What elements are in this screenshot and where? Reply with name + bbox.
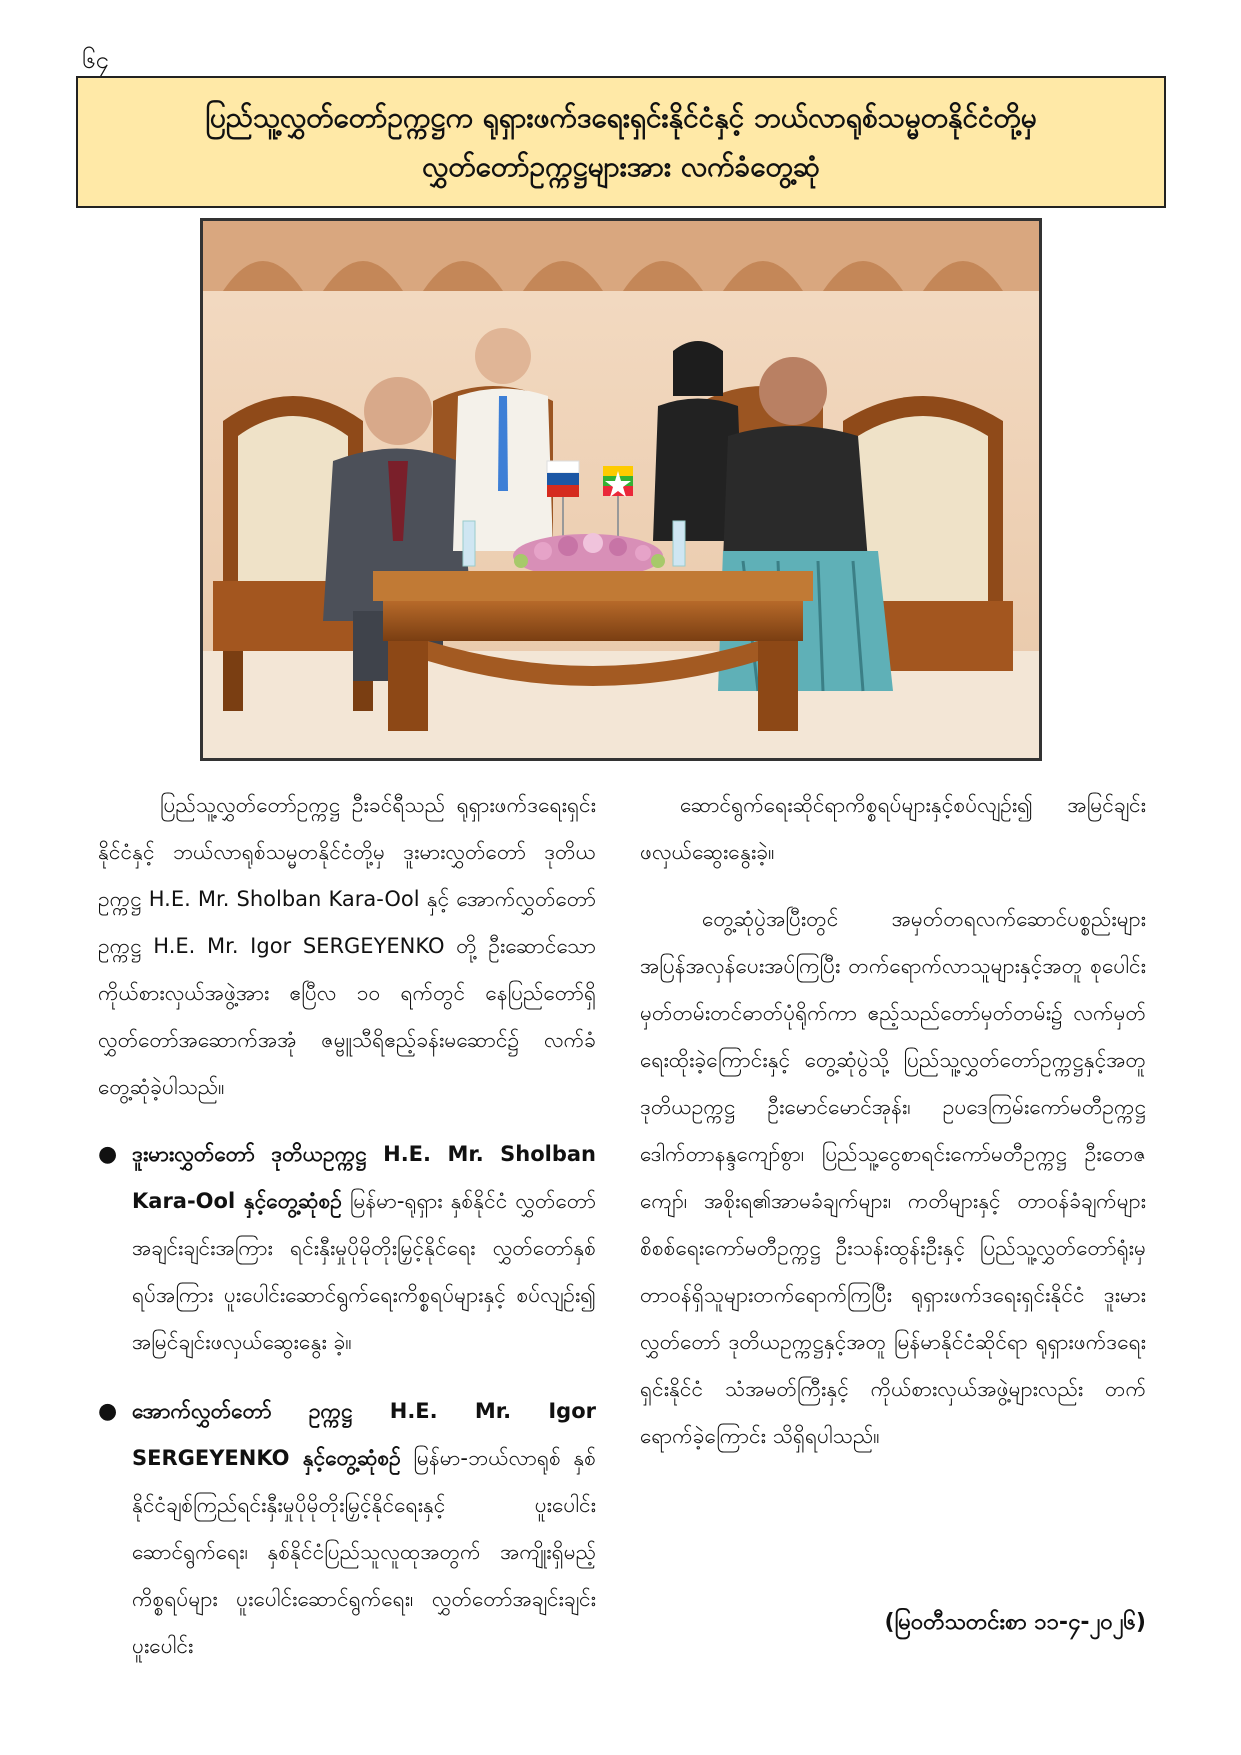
bullet-text: မြန်မာ-ဘယ်လာရုစ် နှစ်နိုင်ငံချစ်ကြည်ရင်းနှီးမှုပိုမိုတိုးမြှင့်နိုင်ရေးနှင့် ပူးပေါင်းဆောင်ရွက်ရေး၊ နှစ်နိုင်ငံပြည်သူလူထုအတွက် အကျိုးရှိမည့်ကိစ္စရပ်များ ပူးပေါင်းဆောင်ရွက်ရေး၊ လွှတ်တော်အချင်းချင်း ပူးပေါင်း (132, 1446, 596, 1658)
intro-paragraph: ပြည်သူ့လွှတ်တော်ဥက္ကဋ္ဌ ဦးခင်ရီသည် ရုရှားဖက်ဒရေးရှင်းနိုင်ငံနှင့် ဘယ်လာရုစ်သမ္မတနိုင်ငံတို့မှ ဒူးမားလွှတ်တော် ဒုတိယဥက္ကဋ္ဌ H.E. Mr. Sholban Kara-Ool နှင့် အောက်လွှတ်တော်ဥက္ကဋ္ဌ H.E. Mr. Igor SERGEYENKO တို့ ဦးဆောင်သောကိုယ်စားလှယ်အဖွဲ့အား ဧပြီလ ၁၀ ရက်တွင် နေပြည်တော်ရှိ လွှတ်တော်အဆောက်အအုံ ဇမ္ဗူသီရိဧည့်ခန်းမဆောင်၌ လက်ခံတွေ့ဆုံခဲ့ပါသည်။ (98, 793, 596, 1099)
bullet-item (98, 1388, 596, 1670)
bullet-icon: ● (98, 1142, 118, 1167)
continuation-text: ဆောင်ရွက်ရေးဆိုင်ရာကိစ္စရပ်များနှင့်စပ်လျဉ်း၍ အမြင်ချင်းဖလှယ်ဆွေးနွေးခဲ့။ (640, 793, 1146, 864)
bullet-heading: ဒူးမားလွှတ်တော် ဒုတိယဥက္ကဋ္ဌ H.E. Mr. Sholban Kara-Ool နှင့်တွေ့ဆုံစဉ် (132, 1142, 596, 1213)
right-column (640, 782, 1146, 1480)
left-column (98, 782, 596, 1692)
headline-box (76, 76, 1166, 208)
closing-paragraph: တွေ့ဆုံပွဲအပြီးတွင် အမှတ်တရလက်ဆောင်ပစ္စည်းများ အပြန်အလှန်ပေးအပ်ကြပြီး တက်ရောက်လာသူများနှင့်အတူ စုပေါင်းမှတ်တမ်းတင်ဓာတ်ပုံရိုက်ကာ ဧည့်သည်တော်မှတ်တမ်း၌ လက်မှတ်ရေးထိုးခဲ့ကြောင်းနှင့် တွေ့ဆုံပွဲသို့ ပြည်သူ့လွှတ်တော်ဥက္ကဋ္ဌနှင့်အတူ ဒုတိယဥက္ကဋ္ဌ ဦးမောင်မောင်အုန်း၊ ဥပဒေကြမ်းကော်မတီဥက္ကဋ္ဌ ဒေါက်တာနန္ဒကျော်စွာ၊ ပြည်သူ့ငွေစာရင်းကော်မတီဥက္ကဋ္ဌ ဦးတေဇကျော်၊ အစိုးရ၏အာမခံချက်များ၊ ကတိများနှင့် တာဝန်ခံချက်များ စိစစ်ရေးကော်မတီဥက္ကဋ္ဌ ဦးသန်းထွန်းဦးနှင့် ပြည်သူ့လွှတ်တော်ရုံးမှတာဝန်ရှိသူများတက်ရောက်ကြပြီး ရုရှားဖက်ဒရေးရှင်းနိုင်ငံ ဒူးမားလွှတ်တော် ဒုတိယဥက္ကဋ္ဌနှင့်အတူ မြန်မာနိုင်ငံဆိုင်ရာ ရုရှားဖက်ဒရေးရှင်းနိုင်ငံ သံအမတ်ကြီးနှင့် ကိုယ်စားလှယ်အဖွဲ့များလည်း တက်ရောက်ခဲ့ကြောင်း သိရှိရပါသည်။ (640, 907, 1146, 1448)
bullet-text: မြန်မာ-ရုရှား နှစ်နိုင်ငံ လွှတ်တော်အချင်းချင်းအကြား ရင်းနှီးမှုပိုမိုတိုးမြှင့်နိုင်ရေး လွှတ်တော်နှစ်ရပ်အကြား ပူးပေါင်းဆောင်ရွက်ရေးကိစ္စရပ်များနှင့် စပ်လျဉ်း၍ အမြင်ချင်းဖလှယ်ဆွေးနွေး ခဲ့။ (132, 1189, 596, 1354)
page-number: ၆၄ (82, 46, 109, 74)
bullet-heading: အောက်လွှတ်တော် ဥက္ကဋ္ဌ H.E. Mr. Igor SERGEYENKO နှင့်တွေ့ဆုံစဉ် (132, 1399, 596, 1470)
headline-line-1: ပြည်သူ့လွှတ်တော်ဥက္ကဋ္ဌက ရုရှားဖက်ဒရေးရှင်းနိုင်ငံနှင့် ဘယ်လာရုစ်သမ္မတနိုင်ငံတို့မှ (205, 101, 1037, 134)
meeting-photo (200, 218, 1042, 761)
headline-line-2: လွှတ်တော်ဥက္ကဋ္ဌများအား လက်ခံတွေ့ဆုံ (422, 150, 820, 183)
source-citation: (မြဝတီသတင်းစာ ၁၁-၄-၂၀၂၆) (884, 1610, 1146, 1635)
meeting-bullets (98, 1131, 596, 1670)
bullet-icon: ● (98, 1399, 118, 1424)
bullet-item (98, 1131, 596, 1366)
